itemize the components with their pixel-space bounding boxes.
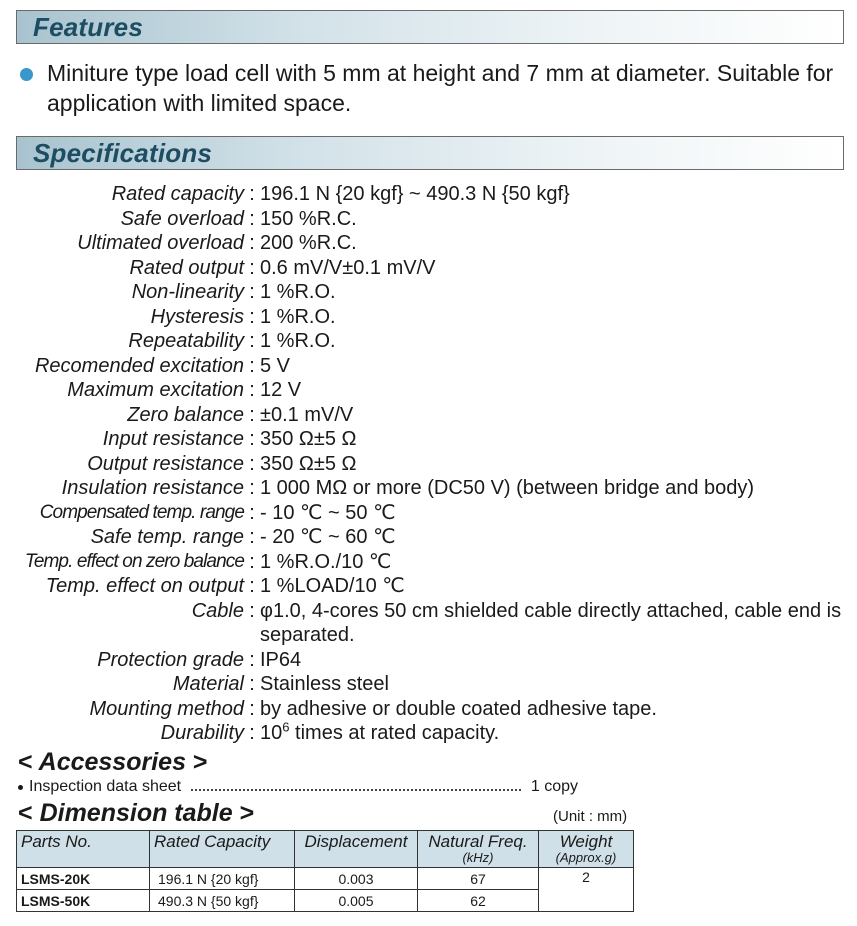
dotted-leader — [191, 789, 521, 791]
spec-colon: : — [249, 501, 255, 524]
spec-row — [0, 305, 857, 330]
accessory-name: Inspection data sheet — [29, 778, 182, 795]
spec-value: 350 Ω±5 Ω — [260, 452, 357, 475]
spec-value: Stainless steel — [260, 673, 389, 695]
cell-displacement: 0.005 — [295, 890, 418, 912]
spec-value: - 10 ℃ ~ 50 ℃ — [260, 501, 396, 524]
accessories-close-bracket: > — [192, 748, 208, 776]
bullet-icon — [20, 68, 33, 81]
spec-label: Material — [172, 673, 244, 695]
accessories-open-bracket: < — [18, 748, 33, 776]
spec-label: Durability — [160, 722, 244, 744]
spec-row — [0, 550, 857, 575]
specifications-heading-bar — [16, 136, 844, 170]
spec-label: Protection grade — [97, 648, 244, 671]
spec-value: by adhesive or double coated adhesive tape. — [260, 697, 657, 720]
spec-colon: : — [249, 281, 255, 303]
durability-base: 10 — [260, 722, 283, 744]
accessories-title: Accessories — [38, 748, 186, 776]
spec-label: Maximum excitation — [67, 379, 244, 401]
header-natural-freq-unit: (kHz) — [462, 850, 494, 865]
durability-exponent: 6 — [282, 719, 290, 735]
feature-item — [20, 58, 850, 118]
spec-value: 350 Ω±5 Ω — [260, 428, 357, 450]
spec-colon: : — [249, 722, 255, 744]
durability-rest: times at rated capacity. — [289, 722, 500, 744]
accessory-quantity: 1 copy — [530, 778, 578, 795]
dimension-table — [16, 830, 634, 912]
spec-value: IP64 — [260, 648, 302, 671]
table-header-row — [17, 831, 634, 868]
spec-value: 1 %LOAD/10 ℃ — [260, 575, 405, 597]
cell-weight: 2 — [539, 868, 634, 912]
spec-label: Rated capacity — [111, 183, 244, 205]
spec-colon: : — [249, 599, 255, 622]
spec-row — [0, 207, 857, 232]
spec-row — [0, 452, 857, 477]
spec-label: Output resistance — [87, 452, 244, 475]
spec-row — [0, 574, 857, 599]
spec-label: Safe overload — [120, 207, 244, 230]
cell-displacement: 0.003 — [295, 868, 418, 890]
header-weight — [539, 831, 634, 868]
spec-value — [260, 721, 850, 746]
spec-label: Zero balance — [127, 403, 244, 426]
spec-value: 150 %R.C. — [260, 207, 357, 230]
spec-label: Non-linearity — [131, 281, 244, 303]
spec-colon: : — [249, 550, 255, 573]
spec-value: 196.1 N {20 kgf} ~ 490.3 N {50 kgf} — [260, 183, 570, 205]
spec-value: 12 V — [260, 379, 302, 401]
spec-row — [0, 648, 857, 673]
table-row — [17, 868, 634, 890]
spec-label: Compensated temp. range — [39, 501, 244, 523]
features-heading: Features — [33, 12, 143, 42]
header-displacement: Displacement — [295, 831, 418, 868]
spec-colon: : — [249, 232, 255, 254]
unit-label: (Unit : mm) — [553, 808, 628, 825]
spec-value: 0.6 mV/V±0.1 mV/V — [260, 256, 436, 279]
spec-label: Ultimated overload — [77, 232, 244, 254]
cell-rated-capacity: 196.1 N {20 kgf} — [150, 868, 295, 890]
spec-value: 200 %R.C. — [260, 232, 357, 254]
spec-colon: : — [249, 575, 255, 597]
spec-label: Temp. effect on output — [45, 575, 244, 597]
spec-row — [0, 329, 857, 354]
cell-rated-capacity: 490.3 N {50 kgf} — [150, 890, 295, 912]
spec-row — [0, 476, 857, 501]
spec-row — [0, 721, 857, 746]
spec-colon: : — [249, 256, 255, 279]
spec-value: 5 V — [260, 354, 291, 377]
spec-row — [0, 672, 857, 697]
spec-label: Recomended excitation — [34, 354, 244, 377]
dimension-title: Dimension table — [39, 799, 233, 827]
dimension-open-bracket: < — [18, 799, 33, 827]
spec-label: Rated output — [129, 256, 244, 279]
spec-row — [0, 403, 857, 428]
spec-row — [0, 280, 857, 305]
feature-text: Miniture type load cell with 5 mm at height and 7 mm at diameter. Suitable for application with limited space. — [47, 60, 834, 116]
dimension-close-bracket: > — [239, 799, 255, 827]
spec-row — [0, 256, 857, 281]
spec-colon: : — [249, 648, 255, 671]
spec-row — [0, 231, 857, 256]
cell-natural-freq: 62 — [418, 890, 539, 912]
spec-colon: : — [249, 477, 255, 499]
spec-value: 1 %R.O. — [260, 305, 336, 328]
header-natural-freq-label: Natural Freq. — [428, 832, 528, 851]
header-rated-capacity: Rated Capacity — [150, 831, 295, 868]
spec-colon: : — [249, 452, 255, 475]
header-weight-label: Weight — [559, 832, 613, 851]
spec-row — [0, 354, 857, 379]
dimension-table-heading — [18, 799, 254, 828]
spec-value: φ1.0, 4-cores 50 cm shielded cable directly attached, cable end is separated. — [260, 599, 842, 646]
spec-colon: : — [249, 428, 255, 450]
spec-label: Safe temp. range — [90, 526, 244, 548]
spec-label: Repeatability — [128, 330, 244, 352]
accessories-heading — [18, 748, 208, 777]
spec-label: Temp. effect on zero balance — [24, 550, 244, 572]
spec-colon: : — [249, 526, 255, 548]
spec-colon: : — [249, 330, 255, 352]
spec-colon: : — [249, 673, 255, 695]
spec-row — [0, 427, 857, 452]
spec-row — [0, 525, 857, 550]
spec-label: Hysteresis — [150, 305, 244, 328]
spec-row — [0, 697, 857, 722]
spec-colon: : — [249, 379, 255, 401]
spec-colon: : — [249, 354, 255, 377]
spec-label: Mounting method — [89, 697, 244, 720]
cell-natural-freq: 67 — [418, 868, 539, 890]
spec-value: - 20 ℃ ~ 60 ℃ — [260, 526, 396, 548]
spec-label: Input resistance — [102, 428, 244, 450]
spec-colon: : — [249, 183, 255, 205]
bullet-icon — [18, 785, 23, 790]
spec-value: 1 %R.O. — [260, 330, 336, 352]
spec-colon: : — [249, 305, 255, 328]
header-weight-unit: (Approx.g) — [555, 850, 617, 865]
spec-value: ±0.1 mV/V — [260, 403, 354, 426]
spec-row — [0, 182, 857, 207]
header-natural-freq — [418, 831, 539, 868]
header-parts-no: Parts No. — [17, 831, 150, 868]
spec-value: 1 %R.O. — [260, 281, 336, 303]
specifications-heading: Specifications — [33, 138, 213, 168]
spec-value: 1 000 MΩ or more (DC50 V) (between bridge and body) — [260, 477, 755, 499]
spec-row — [0, 378, 857, 403]
spec-row — [0, 501, 857, 526]
spec-colon: : — [249, 207, 255, 230]
spec-colon: : — [249, 403, 255, 426]
accessory-item — [18, 778, 578, 796]
cell-parts-no: LSMS-20K — [17, 868, 150, 890]
spec-row — [0, 599, 857, 648]
spec-label: Cable — [191, 599, 244, 622]
spec-value: 1 %R.O./10 ℃ — [260, 550, 392, 573]
features-heading-bar — [16, 10, 844, 44]
spec-colon: : — [249, 697, 255, 720]
specifications-list — [0, 182, 857, 746]
cell-parts-no: LSMS-50K — [17, 890, 150, 912]
spec-label: Insulation resistance — [61, 477, 244, 499]
